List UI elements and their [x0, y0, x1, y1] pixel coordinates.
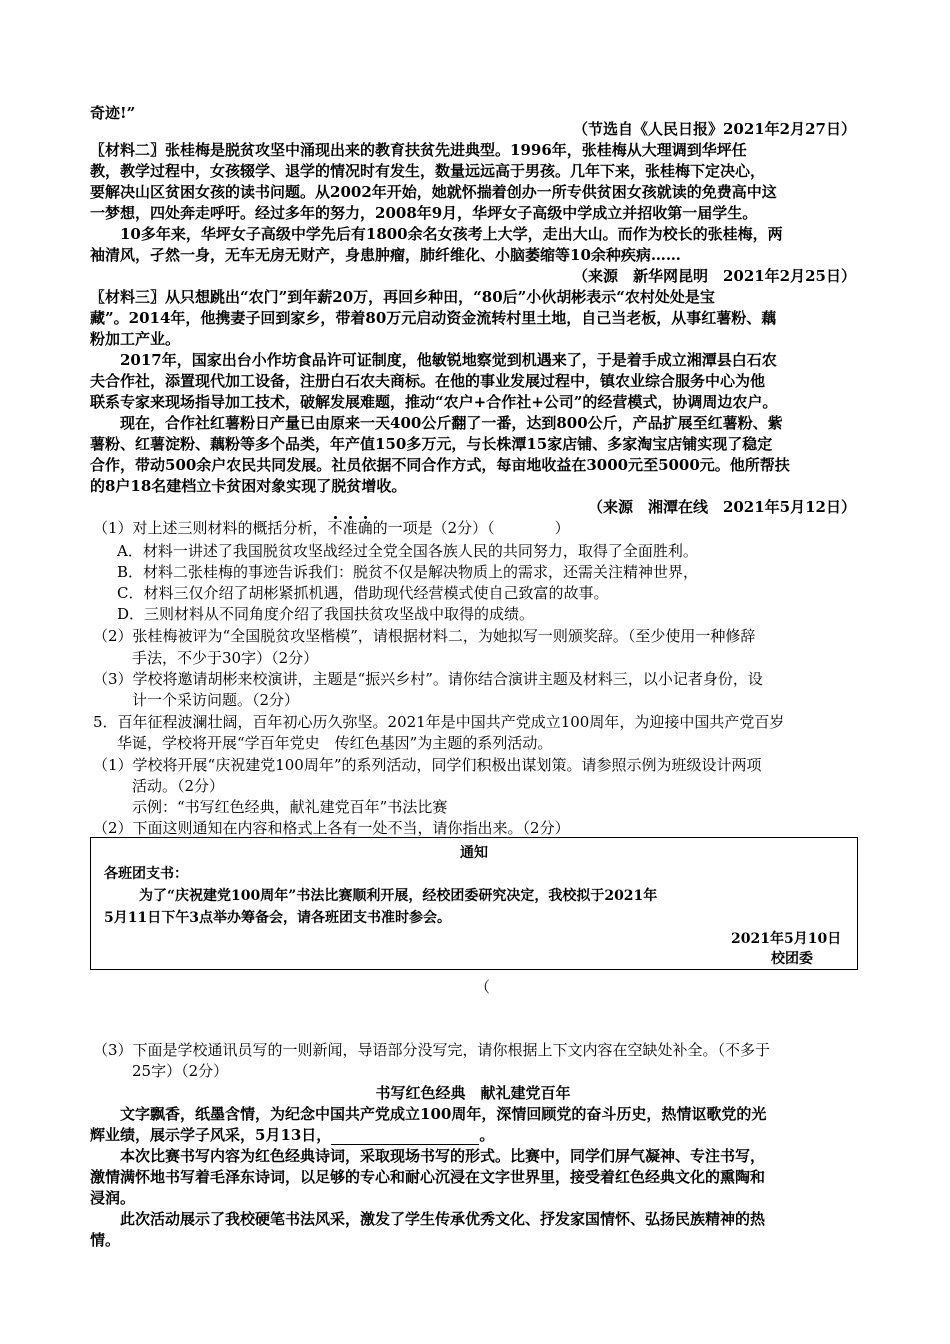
text-line: 薯粉、红薯淀粉、藕粉等多个品类，年产值150多万元，与长株潭15家店铺、多家淘宝店铺实现了稳定	[90, 435, 773, 453]
news-line: 本次比赛书写内容为红色经典诗词，采取现场书写的形式。比赛中，同学们屏气凝神、专注书写，	[120, 1147, 766, 1165]
answer-paren: （	[475, 978, 491, 996]
notice-signer: 校团委	[771, 951, 813, 967]
text-line: 2017年，国家出台小作坊食品许可证制度，他敏锐地察觉到机遇来了，于是着手成立湘潭县白石农	[120, 351, 777, 369]
question-5-1: （1）学校将开展“庆祝建党100周年”的系列活动，同学们积极出谋划策。请参照示例为班级设计两项	[93, 756, 762, 774]
news-line: 情。	[90, 1231, 121, 1249]
notice-box	[90, 837, 858, 970]
text-line: 奇迹!”	[90, 104, 136, 122]
question-2-cont: 手法，不少于30字）（2分）	[132, 649, 319, 667]
question-5-2: （2）下面这则通知在内容和格式上各有一处不当，请你指出来。（2分）	[93, 819, 570, 837]
text-line: 夫合作社，添置现代加工设备，注册白石农夫商标。在他的事业发展过程中，镇农业综合服务中心为他	[90, 372, 766, 390]
question-3: （3）学校将邀请胡彬来校演讲，主题是“振兴乡村”。请你结合演讲主题及材料三，以小记者身份，设	[93, 670, 763, 688]
option-d: D．三则材料从不同角度介绍了我国扶贫攻坚战中取得的成绩。	[117, 605, 535, 623]
notice-body: 为了“庆祝建党100周年”书法比赛顺利开展，经校团委研究决定，我校拟于2021年	[139, 888, 658, 904]
question-5-3: （3）下面是学校通讯员写的一则新闻，导语部分没写完，请你根据上下文内容在空缺处补全。（不多于	[93, 1041, 771, 1059]
question-5-cont: 华诞，学校将开展“学百年党史 传红色基因”为主题的系列活动。	[117, 734, 553, 752]
source-line: （来源 新华网昆明 2021年2月25日）	[572, 267, 856, 285]
source-line: （节选自《人民日报》2021年2月27日）	[572, 120, 856, 138]
text-line: 粉加工产业。	[90, 330, 181, 348]
text-line: 〖材料三〗从只想跳出“农门”到年薪20万，再回乡种田，“80后”小伙胡彬表示“农村处处是宝	[90, 288, 715, 306]
question-5: 5．百年征程波澜壮阔，百年初心历久弥坚。2021年是中国共产党成立100周年，为迎接中国共产党百岁	[93, 713, 785, 731]
emphasis-char: 确	[357, 519, 373, 537]
option-c: C．材料三仅介绍了胡彬紧抓机遇，借助现代经营模式使自己致富的故事。	[117, 584, 609, 602]
news-line: 浸润。	[90, 1189, 136, 1207]
emphasis-char: 不	[327, 519, 343, 537]
news-line: 此次活动展示了我校硬笔书法风采，激发了学生传承优秀文化、抒发家国情怀、弘扬民族精神的热	[120, 1210, 766, 1228]
fill-blank[interactable]	[331, 1130, 479, 1145]
news-text: 辉业绩，展示学子风采，5月13日，	[90, 1126, 332, 1144]
text-line: 的8户18名建档立卡贫困对象实现了脱贫增收。	[90, 477, 407, 495]
question-5-3-cont: 25字）（2分）	[132, 1062, 229, 1080]
question-2: （2）张桂梅被评为“全国脱贫攻坚楷模”，请根据材料二，为她拟写一则颁奖辞。（至少使用一种修辞	[93, 627, 756, 645]
notice-body: 5月11日下午3点举办筹备会，请各班团支书准时参会。	[104, 910, 451, 926]
question-text: （1）对上述三则材料的概括分析，	[93, 519, 328, 537]
notice-recipient: 各班团支书：	[104, 866, 188, 882]
text-line: 藏”。2014年，他携妻子回到家乡，带着80万元启动资金流转村里土地，自己当老板，从事红薯粉、藕	[90, 309, 777, 327]
text-line: 要解决山区贫困女孩的读书问题。从2002年开始，她就怀揣着创办一所专供贫困女孩就读的免费高中这	[90, 183, 777, 201]
example-line: 示例：“书写红色经典，献礼建党百年”书法比赛	[132, 798, 448, 816]
question-1	[93, 518, 570, 538]
text-line: 袖清风，孑然一身，无车无房无财产，身患肿瘤，肺纤维化、小脑萎缩等10余种疾病……	[90, 246, 681, 264]
option-b: B．材料二张桂梅的事迹告诉我们：脱贫不仅是解决物质上的需求，还需关注精神世界，	[117, 563, 699, 581]
text-line: 现在，合作社红薯粉日产量已由原来一天400公斤翻了一番，达到800公斤，产品扩展至红薯粉、紫	[120, 414, 783, 432]
news-text: 。	[479, 1126, 495, 1144]
question-5-1-cont: 活动。（2分）	[132, 777, 225, 795]
text-line: 联系专家来现场指导加工技术，破解发展难题，推动“农户+合作社+公司”的经营模式，协调周边农户。	[90, 393, 778, 411]
source-line: （来源 湘潭在线 2021年5月12日）	[587, 498, 856, 516]
notice-title: 通知	[460, 845, 488, 861]
news-line: 文字飘香，纸墨含情，为纪念中国共产党成立100周年，深情回顾党的奋斗历史，热情讴歌党的光	[120, 1105, 767, 1123]
emphasis-char: 准	[342, 519, 358, 537]
news-line	[90, 1125, 494, 1145]
news-title: 书写红色经典 献礼建党百年	[375, 1084, 571, 1102]
text-line: 〖材料二〗张桂梅是脱贫攻坚中涌现出来的教育扶贫先进典型。1996年，张桂梅从大理调到华坪任	[90, 141, 747, 159]
text-line: 一梦想，四处奔走呼吁。经过多年的努力，2008年9月，华坪女子高级中学成立并招收第一届学生。	[90, 204, 758, 222]
text-line: 合作，带动500余户农民共同发展。社员依据不同合作方式，每亩地收益在3000元至5000元。他所帮扶	[90, 456, 790, 474]
text-line: 教，教学过程中，女孩辍学、退学的情况时有发生，数量远远高于男孩。几年下来，张桂梅下定决心，	[90, 162, 766, 180]
notice-date: 2021年5月10日	[731, 931, 842, 947]
question-3-cont: 计一个采访问题。（2分）	[132, 691, 300, 709]
news-line: 激情满怀地书写着毛泽东诗词，以足够的专心和耐心沉浸在文字世界里，接受着红色经典文化的熏陶和	[90, 1168, 766, 1186]
text-line: 10多年来，华坪女子高级中学先后有1800余名女孩考上大学，走出大山。而作为校长的张桂梅，两	[120, 225, 783, 243]
question-text: 的一项是（2分）（ ）	[372, 519, 570, 537]
option-a: A．材料一讲述了我国脱贫攻坚战经过全党全国各族人民的共同努力，取得了全面胜利。	[117, 542, 698, 560]
